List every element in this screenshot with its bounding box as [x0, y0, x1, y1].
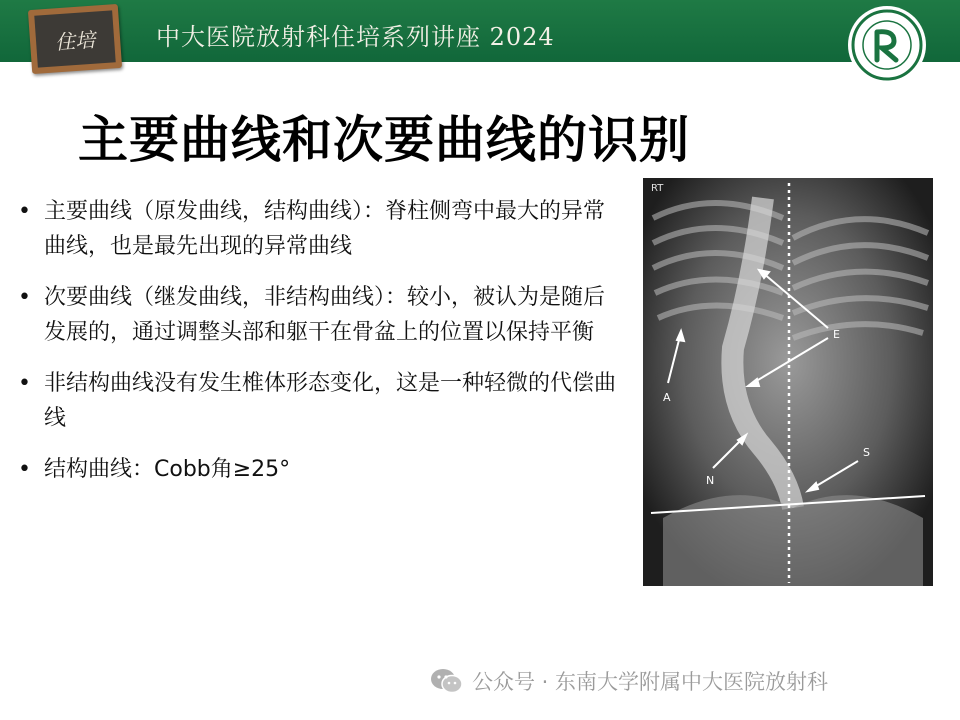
bullet-text: 主要曲线（原发曲线，结构曲线）：脊柱侧弯中最大的异常曲线，也是最先出现的异常曲线 — [44, 199, 606, 259]
list-item: • 主要曲线（原发曲线，结构曲线）：脊柱侧弯中最大的异常曲线，也是最先出现的异常曲线 — [18, 199, 606, 259]
xray-corner-label: RT — [651, 183, 664, 194]
label-e: E — [833, 328, 840, 341]
board-text: 住培 — [54, 27, 96, 54]
footer-text: 公众号 · 东南大学附属中大医院放射科 — [472, 670, 829, 694]
lecture-series-title: 中大医院放射科住培系列讲座 2024 — [156, 23, 555, 51]
label-a: A — [663, 391, 671, 404]
bullet-text: 非结构曲线没有发生椎体形态变化，这是一种轻微的代偿曲线 — [44, 371, 617, 431]
header-bar — [0, 0, 960, 62]
label-n: N — [706, 474, 715, 487]
spine-xray-image — [643, 178, 933, 586]
slide-title: 主要曲线和次要曲线的识别 — [78, 111, 690, 169]
footer-watermark — [430, 666, 828, 696]
list-item: • 非结构曲线没有发生椎体形态变化，这是一种轻微的代偿曲线 — [18, 371, 617, 431]
bullet-text: 次要曲线（继发曲线，非结构曲线）：较小，被认为是随后发展的，通过调整头部和躯干在骨盆上的位置以保持平衡 — [44, 285, 606, 345]
bullet-list — [18, 194, 618, 503]
label-s: S — [863, 446, 870, 459]
wechat-icon — [430, 667, 464, 695]
bullet-text: 结构曲线：Cobb角≥25° — [44, 457, 291, 482]
hospital-logo-icon — [850, 8, 924, 82]
chalkboard-logo — [28, 4, 122, 74]
list-item: • 结构曲线：Cobb角≥25° — [18, 457, 291, 482]
list-item: • 次要曲线（继发曲线，非结构曲线）：较小，被认为是随后发展的，通过调整头部和躯干在骨盆上的位置以保持平衡 — [18, 285, 606, 345]
